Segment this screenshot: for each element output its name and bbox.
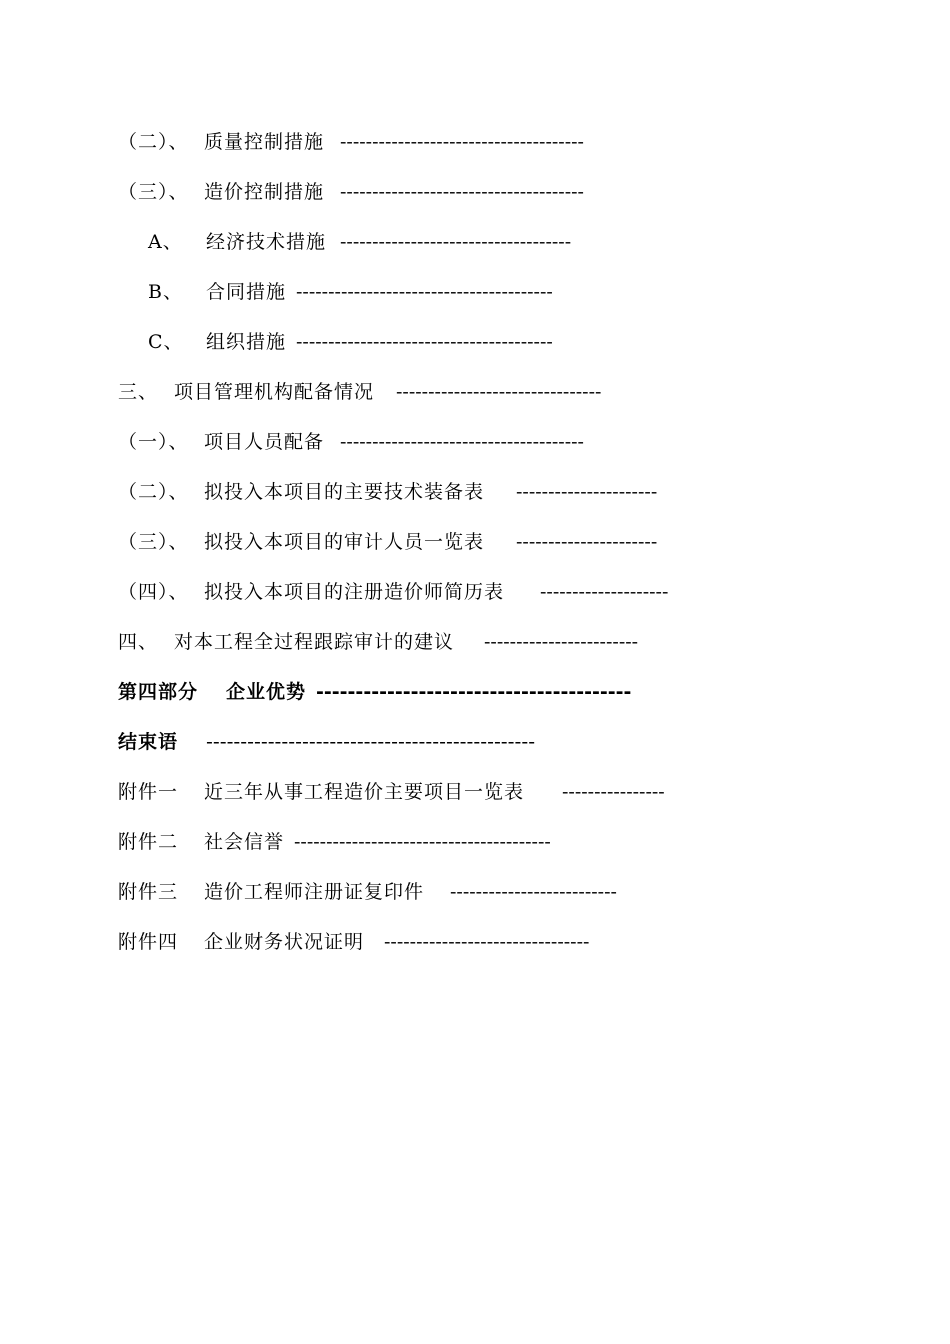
toc-entry-leader: ----------------------------------------: [294, 831, 551, 853]
toc-entry-quality-control[interactable]: [0, 120, 950, 160]
toc-entry-marker: 附件三: [118, 881, 179, 903]
toc-entry-marker: （四）、: [118, 581, 189, 603]
toc-entry-leader: ----------------------------------------: [316, 681, 632, 703]
toc-entry-marker: （二）、: [118, 131, 189, 153]
toc-entry-title: 企业财务状况证明: [204, 931, 365, 953]
toc-entry-title: 拟投入本项目的主要技术装备表: [204, 481, 485, 503]
toc-entry-marker: B、: [148, 281, 183, 303]
toc-entry-marker: （三）、: [118, 181, 189, 203]
toc-entry-marker: （三）、: [118, 531, 189, 553]
toc-entry-marker: A、: [148, 231, 183, 253]
toc-entry-leader: ------------------------: [484, 631, 639, 653]
toc-entry-title: 项目人员配备: [204, 431, 325, 453]
toc-entry-economic-measures[interactable]: [0, 220, 950, 260]
toc-entry-marker: 附件一: [118, 781, 179, 803]
toc-entry-leader: --------------------------------: [396, 381, 602, 403]
toc-entry-title: 经济技术措施: [206, 231, 327, 253]
toc-entry-marker: 附件四: [118, 931, 179, 953]
toc-entry-marker: C、: [148, 331, 184, 353]
toc-entry-audit-suggestions[interactable]: [0, 620, 950, 660]
toc-entry-title: 造价工程师注册证复印件: [204, 881, 425, 903]
toc-entry-leader: --------------------------------------: [340, 431, 584, 453]
toc-entry-leader: ----------------------: [516, 531, 658, 553]
toc-entry-marker: 结束语: [118, 731, 179, 753]
toc-entry-staffing[interactable]: [0, 420, 950, 460]
toc-entry-leader: --------------------------------: [384, 931, 590, 953]
toc-entry-cost-control[interactable]: [0, 170, 950, 210]
toc-entry-leader: ----------------------------------------: [296, 281, 553, 303]
toc-entry-organization-measures[interactable]: [0, 320, 950, 360]
toc-entry-title: 项目管理机构配备情况: [174, 381, 375, 403]
toc-entry-marker: 第四部分: [118, 681, 199, 703]
toc-entry-marker: 三、: [118, 381, 159, 403]
toc-entry-attachment-one[interactable]: [0, 770, 950, 810]
toc-entry-marker: （二）、: [118, 481, 189, 503]
toc-entry-leader: ------------------------------------: [340, 231, 572, 253]
toc-entry-title: 合同措施: [206, 281, 287, 303]
toc-entry-leader: --------------------------------------: [340, 181, 584, 203]
toc-entry-title: 拟投入本项目的注册造价师简历表: [204, 581, 505, 603]
toc-entry-title: 质量控制措施: [204, 131, 325, 153]
toc-entry-title: 拟投入本项目的审计人员一览表: [204, 531, 485, 553]
toc-entry-attachment-two[interactable]: [0, 820, 950, 860]
toc-entry-attachment-three[interactable]: [0, 870, 950, 910]
toc-entry-conclusion[interactable]: [0, 720, 950, 760]
toc-entry-title: 近三年从事工程造价主要项目一览表: [204, 781, 525, 803]
toc-entry-contract-measures[interactable]: [0, 270, 950, 310]
toc-entry-marker: （一）、: [118, 431, 189, 453]
toc-entry-title: 对本工程全过程跟踪审计的建议: [174, 631, 455, 653]
toc-entry-auditor-list[interactable]: [0, 520, 950, 560]
toc-entry-leader: ----------------: [562, 781, 665, 803]
toc-entry-title: 组织措施: [206, 331, 287, 353]
toc-entry-leader: ------------------------------------------------: [206, 731, 536, 753]
toc-entry-marker: 附件二: [118, 831, 179, 853]
toc-entry-title: 社会信誉: [204, 831, 285, 853]
toc-entry-leader: --------------------------: [450, 881, 617, 903]
toc-entry-leader: --------------------: [540, 581, 669, 603]
toc-entry-leader: ----------------------------------------: [296, 331, 553, 353]
toc-entry-title: 企业优势: [226, 681, 307, 703]
toc-entry-equipment-table[interactable]: [0, 470, 950, 510]
toc-entry-leader: ----------------------: [516, 481, 658, 503]
toc-entry-cost-engineer-resumes[interactable]: [0, 570, 950, 610]
toc-entry-project-management[interactable]: [0, 370, 950, 410]
toc-entry-attachment-four[interactable]: [0, 920, 950, 960]
toc-entry-title: 造价控制措施: [204, 181, 325, 203]
toc-entry-marker: 四、: [118, 631, 159, 653]
toc-entry-part-four[interactable]: [0, 670, 950, 710]
toc-entry-leader: --------------------------------------: [340, 131, 584, 153]
